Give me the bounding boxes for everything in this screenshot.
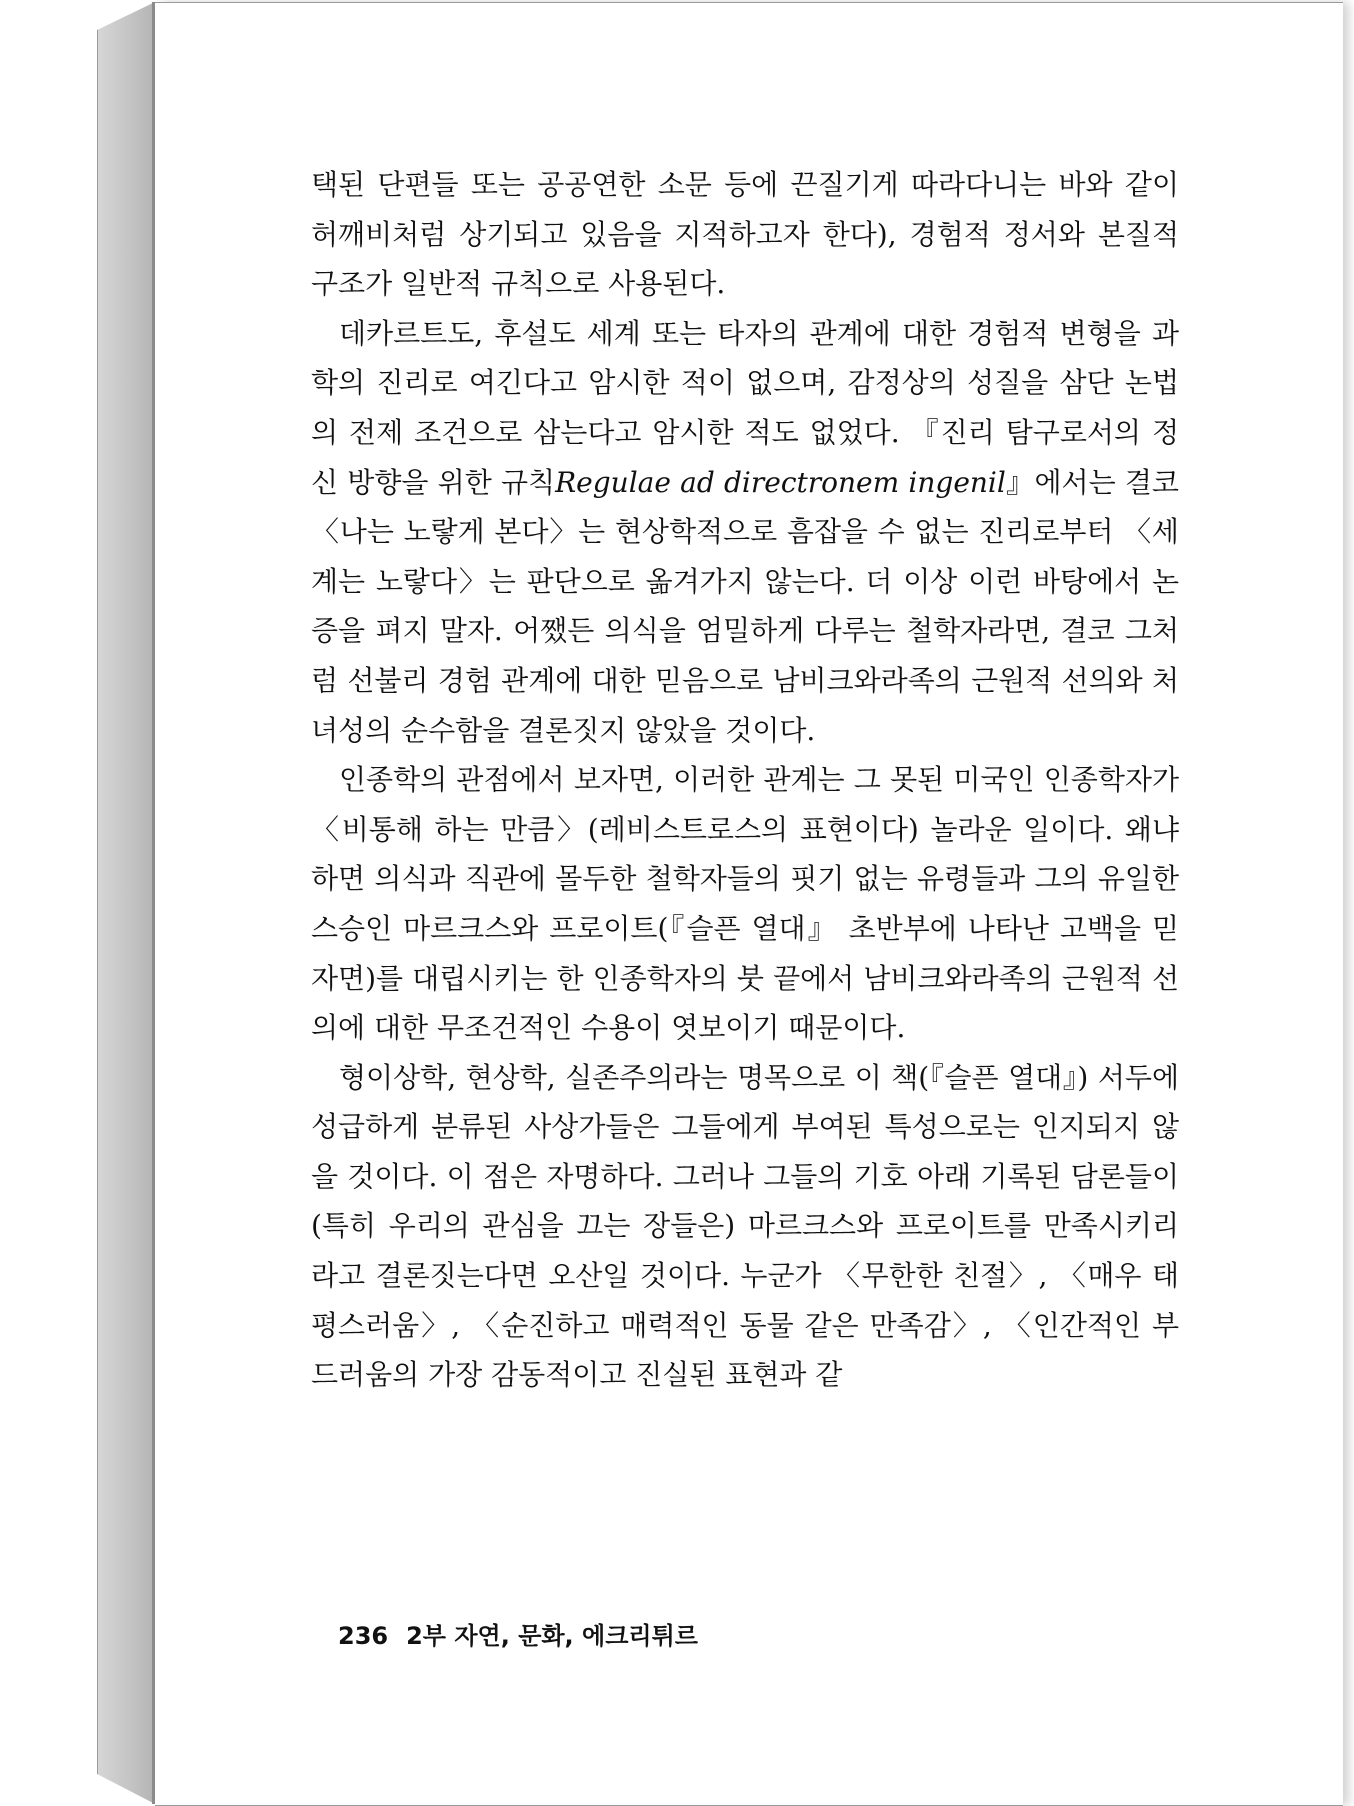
paragraph-2-text-after-title: 』에서는 결코 〈나는 노랗게 본다〉는 현상학적으로 흠잡을 수 없는 진리로부터 〈세계는 노랗다〉는 판단으로 옮겨가지 않는다. 더 이상 이런 바탕에서 논증을 펴지 말자. 어쨌든 의식을 엄밀하게 다루는 철학자라면, 결코 그처럼 선불리 경험 관계에 대한 믿음으로 남비크와라족의 근원적 선의와 처녀성의 순수함을 결론짓지 않았을 것이다. xyxy=(311,465,1179,747)
running-head: 2부 자연, 문화, 에크리튀르 xyxy=(406,1622,698,1650)
page-footer xyxy=(338,1616,698,1651)
paragraph-4 xyxy=(311,1053,1179,1400)
paragraph-2-text-before-title: 데카르트도, 후설도 세계 또는 타자의 관계에 대한 경험적 변형을 과학의 진리로 여긴다고 암시한 적이 없으며, 감정상의 성질을 삼단 논법의 전제 조건으로 삼는다고 암시한 적도 없었다. 『진리 탐구로서의 정신 방향을 위한 규칙 xyxy=(311,316,1179,499)
body-text xyxy=(311,160,1179,1400)
paragraph-1-text: 택된 단편들 또는 공공연한 소문 등에 끈질기게 따라다니는 바와 같이 허깨비처럼 상기되고 있음을 지적하고자 한다), 경험적 정서와 본질적 구조가 일반적 규칙으로 사용된다. xyxy=(311,168,1179,301)
paragraph-3-text: 인종학의 관점에서 보자면, 이러한 관계는 그 못된 미국인 인종학자가 〈비통해 하는 만큼〉(레비스트로스의 표현이다) 놀라운 일이다. 왜냐하면 의식과 직관에 몰두한 철학자들의 핏기 없는 유령들과 그의 유일한 스승인 마르크스와 프로이트(『슬픈 열대』 초반부에 나타난 고백을 믿자면)를 대립시키는 한 인종학자의 붓 끝에서 남비크와라족의 근원적 선의에 대한 무조건적인 수용이 엿보이기 때문이다. xyxy=(311,763,1179,1045)
paragraph-3 xyxy=(311,755,1179,1053)
paragraph-4-text: 형이상학, 현상학, 실존주의라는 명목으로 이 책(『슬픈 열대』) 서두에 성급하게 분류된 사상가들은 그들에게 부여된 특성으로는 인지되지 않을 것이다. 이 점은 자명하다. 그러나 그들의 기호 아래 기록된 담론들이 (특히 우리의 관심을 끄는 장들은) 마르크스와 프로이트를 만족시키리라고 결론짓는다면 오산일 것이다. 누군가 〈무한한 친절〉, 〈매우 태평스러움〉, 〈순진하고 매력적인 동물 같은 만족감〉, 〈인간적인 부드러움의 가장 감동적이고 진실된 표현과 같 xyxy=(311,1060,1179,1392)
paragraph-2 xyxy=(311,309,1179,755)
latin-title: Regulae ad directronem ingenil xyxy=(555,465,1006,499)
page-number: 236 xyxy=(338,1622,389,1650)
paragraph-1 xyxy=(311,160,1179,309)
book-spine xyxy=(97,2,156,1804)
